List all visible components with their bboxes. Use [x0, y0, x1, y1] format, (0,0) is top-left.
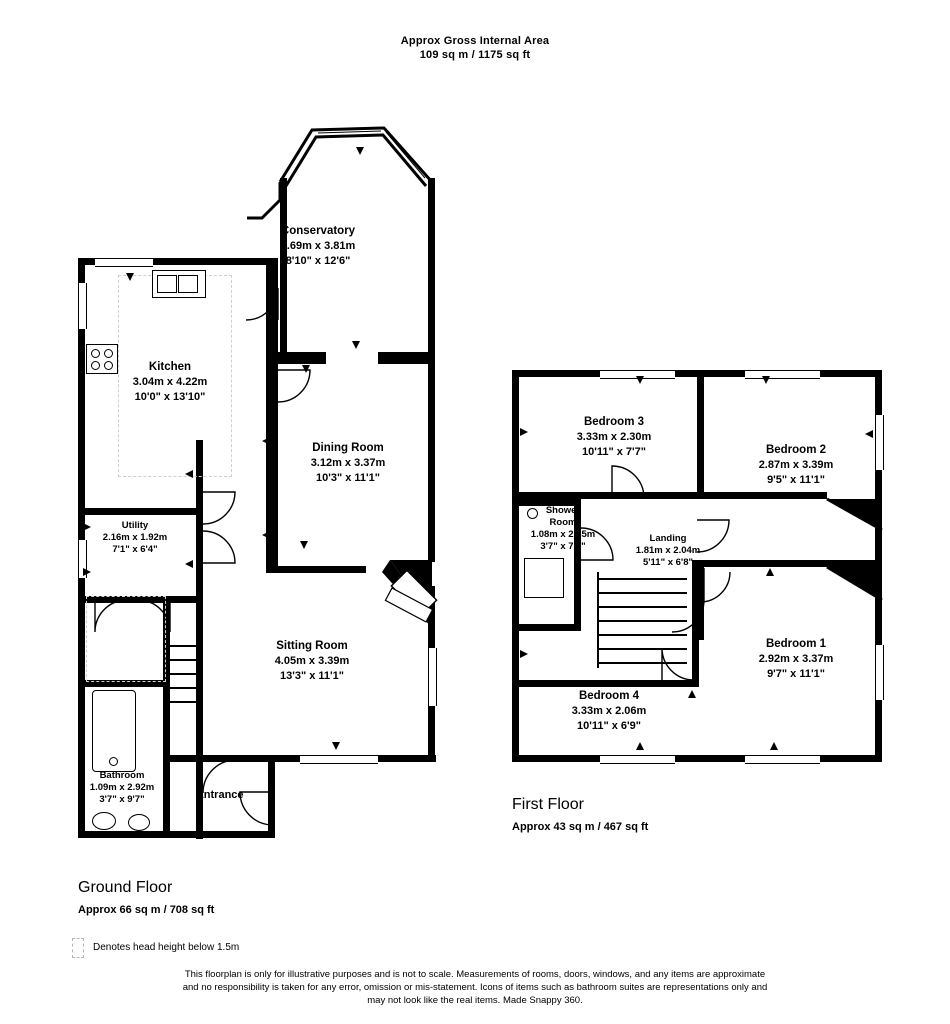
shower-metric: 1.08m x 2.35m [530, 529, 596, 540]
entrance-name: Entrance [196, 789, 244, 801]
stair-tread-f6 [599, 648, 687, 650]
ground-floor-title: Ground Floor [78, 879, 173, 896]
shower-tray-icon [524, 558, 564, 598]
disclaimer-block [125, 968, 825, 1007]
window-bed2-top [745, 370, 820, 379]
conservatory-metric: 2.69m x 3.81m [280, 240, 356, 252]
bed1-name: Bedroom 1 [765, 638, 827, 650]
room-label-bed1 [710, 637, 882, 682]
disclaimer-line-3: may not look like the real items. Made Snappy 360. [367, 995, 583, 1006]
wall-bed2-landing [697, 492, 827, 499]
window-bed4-bottom [600, 755, 675, 764]
stair-tread-f7 [599, 662, 687, 664]
room-label-shower [512, 505, 614, 553]
bathroom-imperial: 3'7" x 9'7" [99, 794, 145, 805]
room-label-bed4 [523, 689, 695, 734]
bed2-metric: 2.87m x 3.39m [758, 459, 834, 471]
ground-floor-title-block [78, 878, 214, 918]
head-height-swatch-icon [72, 938, 84, 958]
utility-imperial: 7'1" x 6'4" [112, 544, 158, 555]
stair-tread-f2 [599, 592, 687, 594]
stair-tread-f4 [599, 620, 687, 622]
dining-metric: 3.12m x 3.37m [310, 457, 386, 469]
ground-floor-area: Approx 66 sq m / 708 sq ft [78, 904, 215, 916]
dining-name: Dining Room [312, 442, 384, 454]
conservatory-imperial: 8'10" x 12'6" [285, 255, 351, 267]
utility-name: Utility [121, 520, 149, 531]
first-floor-title-block [512, 795, 648, 835]
wall-ff-bottom [512, 755, 882, 762]
disclaimer-line-2: and no responsibility is taken for any error, omission or mis-statement. Icons of items such as bathroom suites are representations only and [182, 982, 768, 993]
landing-name: Landing [649, 533, 687, 544]
kitchen-metric: 3.04m x 4.22m [132, 376, 208, 388]
wall-shower-bottom [519, 624, 581, 631]
bed3-name: Bedroom 3 [583, 416, 645, 428]
gross-area-line1: Approx Gross Internal Area [400, 35, 550, 47]
shower-name-line1: Shower [545, 505, 581, 516]
bed3-imperial: 10'11" x 7'7" [582, 446, 646, 458]
bed4-metric: 3.33m x 2.06m [571, 705, 647, 717]
legend-head-height [72, 938, 239, 958]
window-bed3-top [600, 370, 675, 379]
room-label-bed3 [528, 415, 700, 460]
bed3-metric: 3.33m x 2.30m [576, 431, 652, 443]
bed2-name: Bedroom 2 [765, 444, 827, 456]
bed1-metric: 2.92m x 3.37m [758, 653, 834, 665]
first-floor-area: Approx 43 sq m / 467 sq ft [512, 821, 649, 833]
shower-imperial: 3'7" x 7'9" [540, 541, 586, 552]
shower-name-line2: Room [549, 517, 577, 528]
sitting-imperial: 13'3" x 11'1" [280, 670, 344, 682]
wall-ff-left [512, 370, 519, 762]
wall-ff-top [512, 370, 882, 377]
stair-tread-f1 [599, 578, 687, 580]
bathroom-name: Bathroom [99, 770, 145, 781]
sitting-name: Sitting Room [276, 640, 348, 652]
room-label-landing [608, 533, 728, 569]
head-height-legend-text: Denotes head height below 1.5m [93, 942, 240, 953]
wall-bed3-landing [519, 492, 699, 499]
kitchen-imperial: 10'0" x 13'10" [134, 391, 206, 403]
stair-tread-f3 [599, 606, 687, 608]
bed4-name: Bedroom 4 [578, 690, 640, 702]
wall-landing-bed4 [519, 680, 699, 687]
bed4-imperial: 10'11" x 6'9" [577, 720, 641, 732]
bed2-imperial: 9'5" x 11'1" [767, 474, 825, 486]
gross-area-line2: 109 sq m / 1175 sq ft [419, 49, 531, 61]
bed1-imperial: 9'7" x 11'1" [767, 668, 825, 680]
room-label-bed2 [710, 443, 882, 488]
disclaimer-line-1: This floorplan is only for illustrative purposes and is not to scale. Measurements of rooms, doors, windows, and any items are approximate [184, 969, 766, 980]
first-floor-title: First Floor [512, 796, 584, 813]
window-bed1-bottom [745, 755, 820, 764]
stair-tread-f5 [599, 634, 687, 636]
conservatory-name: Conservatory [280, 225, 356, 237]
landing-metric: 1.81m x 2.04m [635, 545, 701, 556]
landing-imperial: 5'11" x 6'8" [643, 557, 693, 568]
wall-stairs-right [692, 560, 699, 687]
stair-stringer-f [597, 572, 599, 668]
utility-metric: 2.16m x 1.92m [102, 532, 168, 543]
kitchen-name: Kitchen [148, 361, 192, 373]
bathroom-metric: 1.09m x 2.92m [89, 782, 155, 793]
dining-imperial: 10'3" x 11'1" [316, 472, 380, 484]
sitting-metric: 4.05m x 3.39m [274, 655, 350, 667]
